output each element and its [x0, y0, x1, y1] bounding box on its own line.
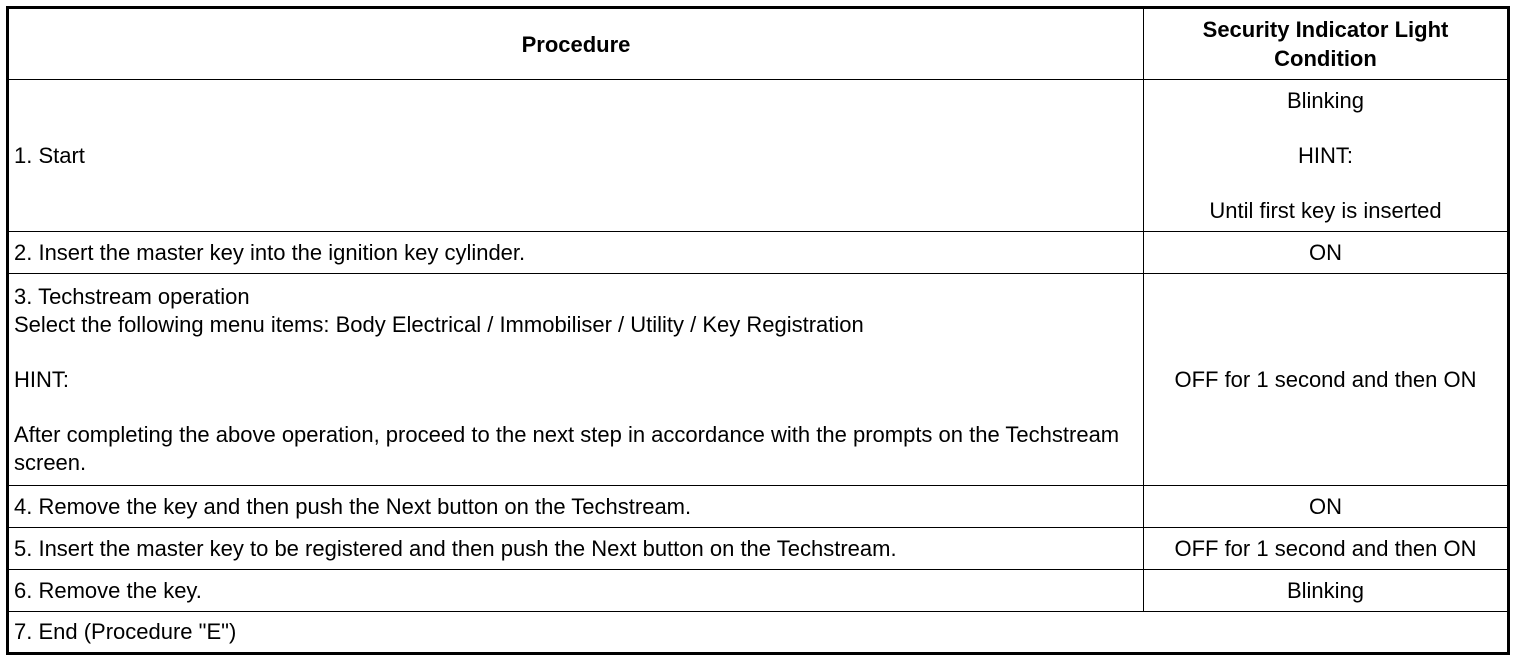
- table-row: [8, 274, 1509, 486]
- procedure-cell: 1. Start: [8, 80, 1144, 232]
- procedure-cell: [8, 274, 1144, 486]
- hint-text: After completing the above operation, proceed to the next step in accordance with the prompts on the Techstream screen.: [14, 421, 1120, 475]
- procedure-title: 3. Techstream operation: [14, 283, 250, 309]
- header-procedure: Procedure: [8, 8, 1144, 80]
- hint-label: HINT:: [1298, 142, 1353, 168]
- condition-cell: ON: [1144, 486, 1509, 528]
- condition-cell: OFF for 1 second and then ON: [1144, 274, 1509, 486]
- header-condition: Security Indicator Light Condition: [1144, 8, 1509, 80]
- hint-text: Until first key is inserted: [1209, 197, 1442, 223]
- condition-cell: OFF for 1 second and then ON: [1144, 528, 1509, 570]
- procedure-menu-path: Select the following menu items: Body Electrical / Immobiliser / Utility / Key Registration: [14, 311, 864, 337]
- procedure-table: [6, 6, 1510, 655]
- table-row: [8, 528, 1509, 570]
- condition-cell: [1144, 80, 1509, 232]
- table-row: [8, 80, 1509, 232]
- procedure-cell: 2. Insert the master key into the ignition key cylinder.: [8, 232, 1144, 274]
- hint-label: HINT:: [14, 366, 69, 392]
- condition-cell: Blinking: [1144, 570, 1509, 612]
- condition-cell: ON: [1144, 232, 1509, 274]
- procedure-cell: 5. Insert the master key to be registered and then push the Next button on the Techstream.: [8, 528, 1144, 570]
- condition-status: Blinking: [1286, 87, 1365, 113]
- table-header-row: [8, 8, 1509, 80]
- procedure-cell: 6. Remove the key.: [8, 570, 1144, 612]
- table-row: [8, 612, 1509, 654]
- table-row: [8, 486, 1509, 528]
- table-row: [8, 232, 1509, 274]
- procedure-cell: 7. End (Procedure "E"): [8, 612, 1509, 654]
- procedure-cell: 4. Remove the key and then push the Next button on the Techstream.: [8, 486, 1144, 528]
- table-row: [8, 570, 1509, 612]
